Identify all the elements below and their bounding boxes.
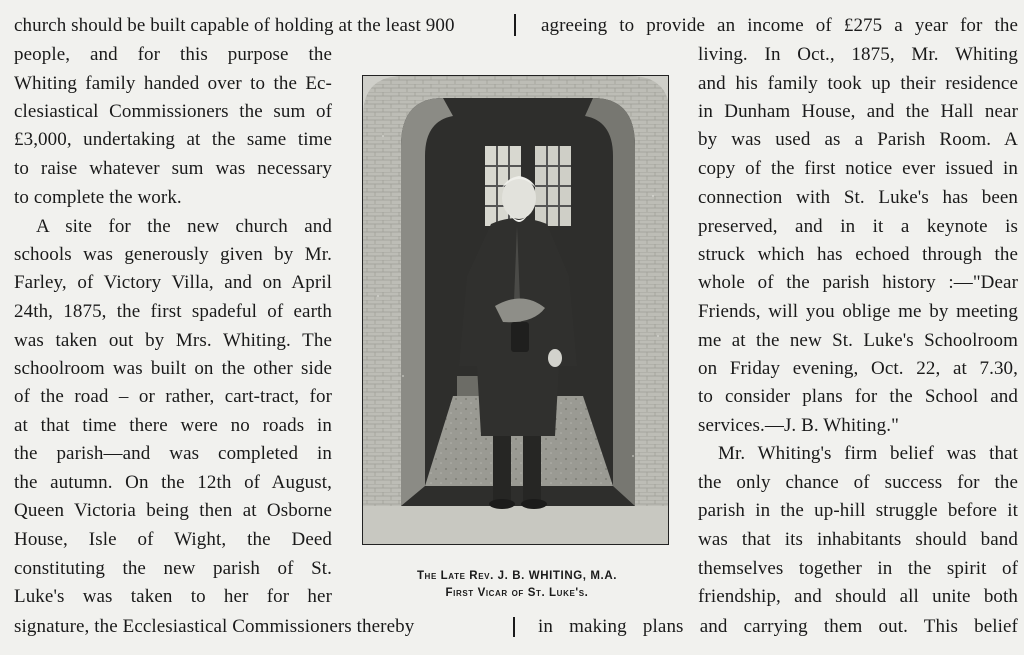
right-line-2: living. In Oct., 1875, Mr. Whiting [698,44,1018,65]
right-line-14: to consider plans for the School and [698,386,1018,407]
left-line-10: Farley, of Victory Villa, and on April [14,272,332,293]
left-line-13: schoolroom was built on the other side [14,358,332,379]
column-rule-bottom [513,617,515,637]
right-line-8: preserved, and in it a keynote is [698,216,1018,237]
left-line-9: schools was generously given by Mr. [14,244,332,265]
left-line-2: people, and for this purpose the [14,44,332,65]
left-line-22: signature, the Ecclesiastical Commissioners thereby [14,616,415,637]
right-line-1: agreeing to provide an income of £275 a year for the [541,15,1018,36]
right-line-18: parish in the up-hill struggle before it [698,500,1018,521]
right-line-6: copy of the first notice ever issued in [698,158,1018,179]
column-rule-top [514,14,516,36]
photo-caption-line-2: First Vicar of St. Luke's. [445,587,589,599]
vicar-photograph [362,75,669,545]
right-line-11: Friends, will you oblige me by meeting [698,301,1018,322]
right-line-19: was that its inhabitants should band [698,529,1018,550]
right-line-22: in making plans and carrying them out. This belief [538,616,1018,637]
left-line-20: constituting the new parish of St. [14,558,332,579]
right-line-17: the only chance of success for the [698,472,1018,493]
right-line-15: services.—J. B. Whiting." [698,415,899,436]
left-line-19: House, Isle of Wight, the Deed [14,529,332,550]
left-line-11: 24th, 1875, the first spadeful of earth [14,301,332,322]
right-line-3: and his family took up their residence [698,73,1018,94]
left-line-15: at that time there were no roads in [14,415,332,436]
right-line-21: friendship, and should all unite both [698,586,1018,607]
left-line-14: of the road – or rather, cart-tract, for [14,386,332,407]
left-line-3: Whiting family handed over to the Ec- [14,73,332,94]
photo-illustration [363,76,669,545]
left-line-5: £3,000, undertaking at the same time [14,129,332,150]
right-line-9: struck which has echoed through the [698,244,1018,265]
photo-caption-line-1: The Late Rev. J. B. WHITING, M.A. [416,570,618,582]
left-line-4: clesiastical Commissioners the sum of [14,101,332,122]
left-line-18: Queen Victoria being then at Osborne [14,500,332,521]
right-line-7: connection with St. Luke's has been [698,187,1018,208]
left-line-16: the parish—and was completed in [14,443,332,464]
right-line-5: by was used as a Parish Room. A [698,129,1018,150]
right-line-13: on Friday evening, Oct. 22, at 7.30, [698,358,1018,379]
left-line-12: was taken out by Mrs. Whiting. The [14,330,332,351]
right-line-10: whole of the parish history :—"Dear [698,272,1018,293]
left-line-1: church should be built capable of holding at the least 900 [14,15,455,36]
left-line-6: to raise whatever sum was necessary [14,158,332,179]
left-line-17: the autumn. On the 12th of August, [14,472,332,493]
left-line-7: to complete the work. [14,187,182,208]
right-line-4: in Dunham House, and the Hall near [698,101,1018,122]
right-line-12: me at the new St. Luke's Schoolroom [698,330,1018,351]
left-line-21: Luke's was taken to her for her [14,586,332,607]
right-line-16: Mr. Whiting's firm belief was that [718,443,1018,464]
left-line-8: A site for the new church and [36,216,332,237]
right-line-20: themselves together in the spirit of [698,558,1018,579]
